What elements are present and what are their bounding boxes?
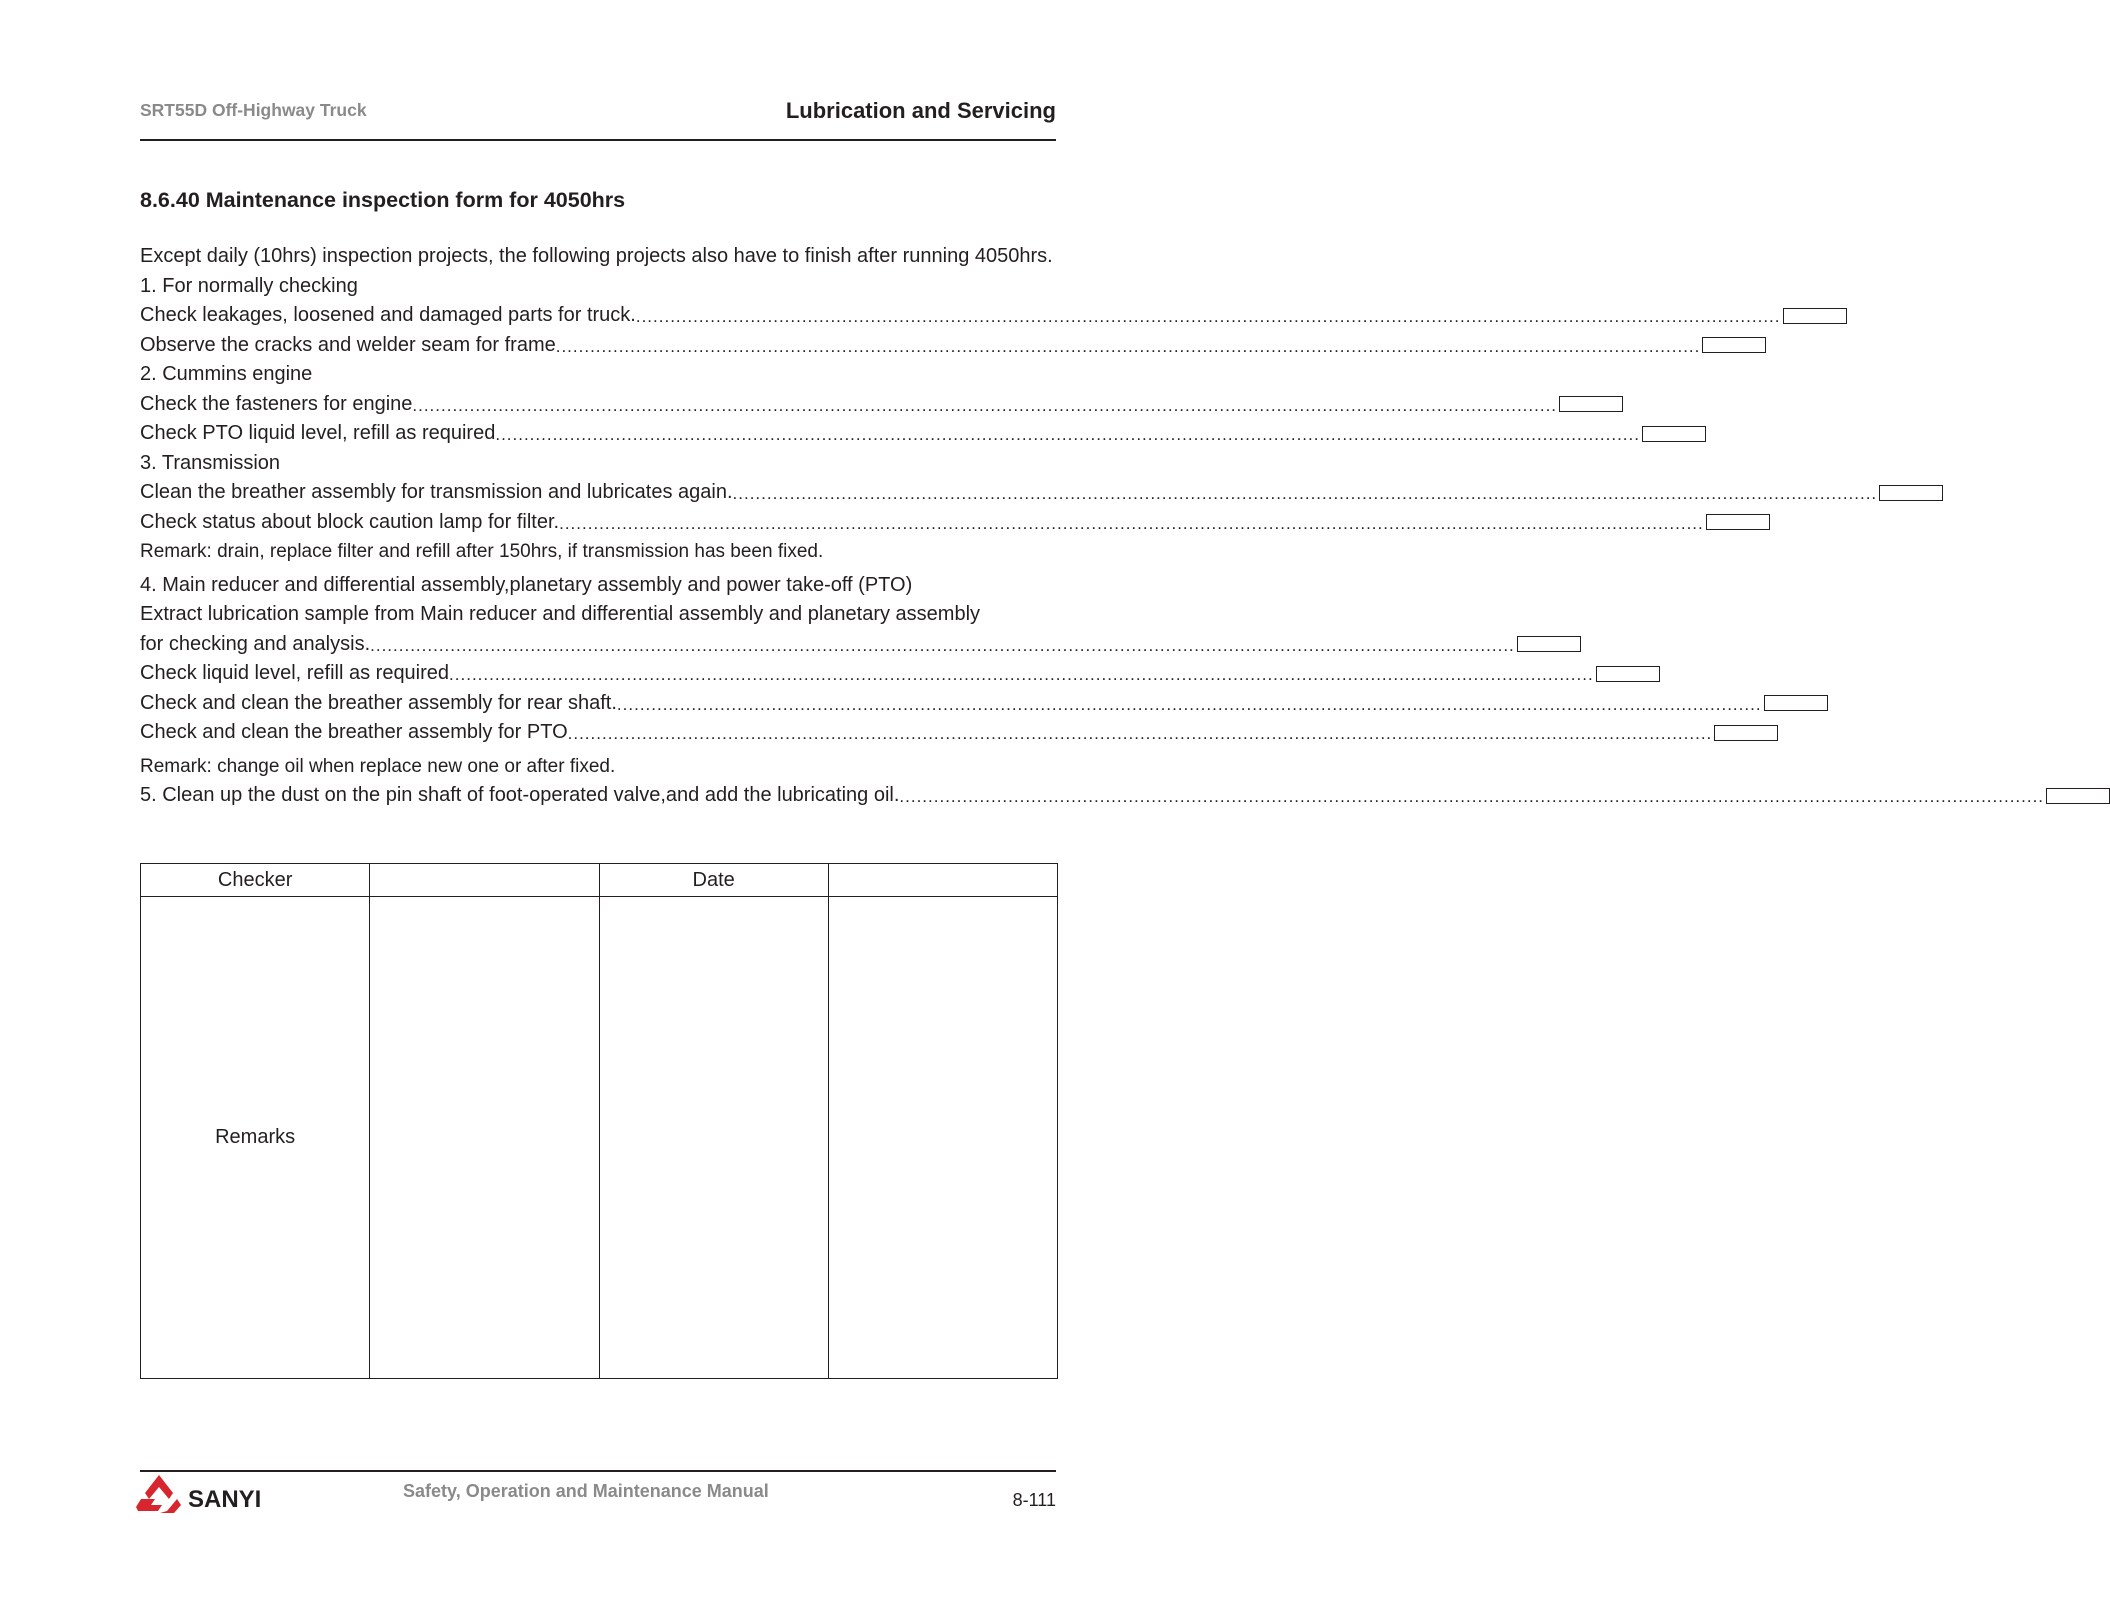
check-item bbox=[140, 508, 1704, 538]
check-item-text: Check leakages, loosened and damaged parts for truck. bbox=[140, 304, 636, 326]
dot-leader: ........................................................................................................................................................................................................ bbox=[370, 635, 1515, 655]
checkbox[interactable] bbox=[1702, 337, 1766, 353]
checkbox[interactable] bbox=[1596, 666, 1660, 682]
check-item-text: Check status about block caution lamp for filter. bbox=[140, 510, 560, 533]
remark-text: Remark: drain, replace filter and refill after 150hrs, if transmission has been fixed. bbox=[140, 541, 824, 562]
check-item bbox=[140, 630, 1515, 660]
sanyi-logo bbox=[138, 1472, 288, 1522]
checker-field[interactable] bbox=[370, 864, 599, 897]
header-rule bbox=[140, 139, 1056, 141]
dot-leader: ........................................................................................................................................................................................................ bbox=[495, 425, 1640, 444]
check-item-text: Observe the cracks and welder seam for frame bbox=[140, 333, 556, 356]
check-item bbox=[140, 689, 1762, 719]
checkbox[interactable] bbox=[1764, 695, 1828, 711]
dot-leader: ........................................................................................................................................................................................................ bbox=[899, 787, 2045, 806]
checker-label: Checker bbox=[141, 864, 370, 897]
check-item-text: 5. Clean up the dust on the pin shaft of foot-operated valve,and add the lubricating oil. bbox=[140, 784, 900, 806]
intro-paragraph: Except daily (10hrs) inspection projects, the following projects also have to finish after running 4050hrs. bbox=[140, 245, 1053, 267]
date-field[interactable] bbox=[828, 864, 1057, 897]
remarks-field[interactable] bbox=[370, 897, 599, 1379]
checkbox[interactable] bbox=[1879, 485, 1943, 501]
check-item bbox=[140, 301, 1781, 331]
check-item-text: Clean the breather assembly for transmission and lubricates again. bbox=[140, 481, 733, 503]
running-header-right: Lubrication and Servicing bbox=[785, 98, 1056, 123]
check-item bbox=[140, 331, 1701, 361]
checkbox[interactable] bbox=[2046, 788, 2110, 804]
check-item-text: Check PTO liquid level, refill as required bbox=[140, 422, 496, 444]
check-item-text: Check liquid level, refill as required bbox=[140, 662, 450, 684]
check-item bbox=[140, 390, 1558, 420]
checkbox[interactable] bbox=[1706, 514, 1770, 530]
group-heading: 4. Main reducer and differential assembly,planetary assembly and power take-off (PTO) bbox=[140, 573, 913, 596]
section-title: 8.6.40 Maintenance inspection form for 4050hrs bbox=[140, 188, 626, 212]
remarks-field[interactable] bbox=[828, 897, 1057, 1379]
extract-text: Extract lubrication sample from Main reducer and differential assembly and planetary assembly bbox=[140, 603, 981, 625]
group-heading: 1. For normally checking bbox=[140, 274, 358, 297]
signoff-table bbox=[140, 863, 1058, 1379]
dot-leader: ........................................................................................................................................................................................................ bbox=[412, 395, 1558, 415]
remarks-label: Remarks bbox=[141, 897, 370, 1379]
dot-leader: ........................................................................................................................................................................................................ bbox=[559, 513, 1704, 533]
check-item-text: Check and clean the breather assembly for rear shaft. bbox=[140, 691, 617, 714]
page-number: 8-111 bbox=[1012, 1490, 1056, 1510]
dot-leader: ........................................................................................................................................................................................................ bbox=[555, 336, 1701, 356]
check-item bbox=[140, 781, 2045, 811]
checkbox[interactable] bbox=[1783, 308, 1847, 324]
dot-leader: ........................................................................................................................................................................................................ bbox=[635, 307, 1781, 326]
group-heading: 2. Cummins engine bbox=[140, 363, 313, 385]
checkbox[interactable] bbox=[1517, 636, 1581, 652]
group-heading: 3. Transmission bbox=[140, 451, 281, 474]
dot-leader: ........................................................................................................................................................................................................ bbox=[567, 724, 1713, 743]
check-item bbox=[140, 419, 1640, 449]
check-item bbox=[140, 659, 1594, 689]
checkbox[interactable] bbox=[1642, 426, 1706, 442]
remark-text: Remark: change oil when replace new one or after fixed. bbox=[140, 755, 616, 777]
checkbox[interactable] bbox=[1559, 396, 1623, 412]
dot-leader: ........................................................................................................................................................................................................ bbox=[732, 484, 1878, 503]
dot-leader: ........................................................................................................................................................................................................ bbox=[449, 665, 1594, 684]
remarks-field[interactable] bbox=[599, 897, 828, 1379]
check-item-text: Check and clean the breather assembly for PTO bbox=[140, 721, 568, 743]
check-item-text: for checking and analysis. bbox=[140, 632, 371, 655]
checklist-content bbox=[140, 242, 2045, 811]
checkbox[interactable] bbox=[1714, 725, 1778, 741]
check-item bbox=[140, 718, 1713, 748]
brand-name: SANYI bbox=[188, 1486, 262, 1513]
dot-leader: ........................................................................................................................................................................................................ bbox=[616, 694, 1762, 714]
running-header-left: SRT55D Off-Highway Truck bbox=[140, 100, 367, 120]
date-label: Date bbox=[599, 864, 828, 897]
footer-manual-title: Safety, Operation and Maintenance Manual bbox=[403, 1481, 769, 1501]
check-item-text: Check the fasteners for engine bbox=[140, 392, 413, 415]
check-item bbox=[140, 478, 1878, 508]
